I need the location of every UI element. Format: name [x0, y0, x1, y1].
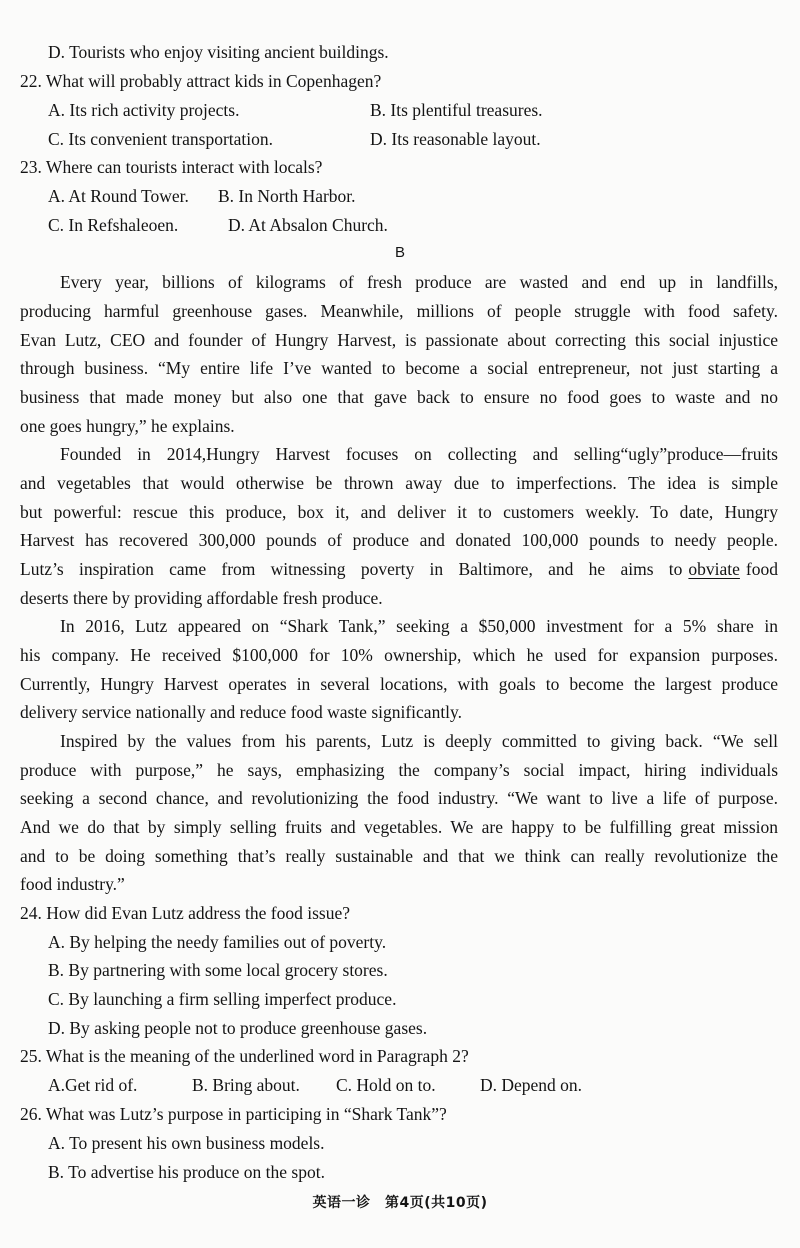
- underlined-word-obviate: obviate: [688, 559, 740, 579]
- p4-line: and to be doing something that’s really sustainable and that we think can really revolutionize the: [20, 846, 778, 866]
- q22-option-d: D. Its reasonable layout.: [370, 129, 541, 149]
- p4-line: food industry.”: [20, 874, 125, 894]
- p3-line: In 2016, Lutz appeared on “Shark Tank,” seeking a $50,000 investment for a 5% share in: [60, 616, 778, 636]
- q24-option-d: D. By asking people not to produce greenhouse gases.: [48, 1018, 428, 1038]
- p1-line: Every year, billions of kilograms of fresh produce are wasted and end up in landfills,: [60, 272, 778, 292]
- p4-line: Inspired by the values from his parents, Lutz is deeply committed to giving back. “We sell: [60, 731, 778, 751]
- p3-line: Currently, Hungry Harvest operates in several locations, with goals to become the largest produce: [20, 674, 778, 694]
- q22-option-a: A. Its rich activity projects.: [48, 100, 240, 120]
- q23-question: 23. Where can tourists interact with locals?: [20, 157, 323, 177]
- p1-line: business that made money but also one that gave back to ensure no food goes to waste and no: [20, 387, 778, 407]
- q23-option-b: B. In North Harbor.: [218, 186, 356, 206]
- p2-line: Founded in 2014,Hungry Harvest focuses on collecting and selling“ugly”produce—fruits: [60, 444, 778, 464]
- p1-line: Evan Lutz, CEO and founder of Hungry Harvest, is passionate about correcting this social injustice: [20, 330, 778, 350]
- q24-question: 24. How did Evan Lutz address the food issue?: [20, 903, 350, 923]
- p2-line-text: Lutz’s inspiration came from witnessing poverty in Baltimore, and he aims to: [20, 559, 683, 579]
- q23-option-d: D. At Absalon Church.: [228, 215, 388, 235]
- q22-question: 22. What will probably attract kids in Copenhagen?: [20, 71, 382, 91]
- p2-line: and vegetables that would otherwise be thrown away due to imperfections. The idea is simple: [20, 473, 778, 493]
- q25-question: 25. What is the meaning of the underlined word in Paragraph 2?: [20, 1046, 469, 1066]
- q26-option-a: A. To present his own business models.: [48, 1133, 325, 1153]
- q22-option-c: C. Its convenient transportation.: [48, 129, 274, 149]
- q23-option-c: C. In Refshaleoen.: [48, 215, 179, 235]
- p3-line: delivery service nationally and reduce food waste significantly.: [20, 702, 463, 722]
- p2-line: but powerful: rescue this produce, box it, and deliver it to customers weekly. To date, Hungry: [20, 502, 778, 522]
- p1-line: producing harmful greenhouse gases. Meanwhile, millions of people struggle with food safety.: [20, 301, 778, 321]
- p4-line: And we do that by simply selling fruits and vegetables. We are happy to be fulfilling great mission: [20, 817, 778, 837]
- q25-option-d: D. Depend on.: [480, 1075, 583, 1095]
- q23-option-a: A. At Round Tower.: [48, 186, 189, 206]
- p2-line: Harvest has recovered 300,000 pounds of produce and donated 100,000 pounds to needy people.: [20, 530, 778, 550]
- p1-line: through business. “My entire life I’ve wanted to become a social entrepreneur, not just starting a: [20, 358, 778, 378]
- page-footer: 英语一诊 第4页(共10页): [312, 1195, 488, 1211]
- q26-question: 26. What was Lutz’s purpose in participing in “Shark Tank”?: [20, 1104, 447, 1124]
- p4-line: produce with purpose,” he says, emphasizing the company’s social impact, hiring individuals: [20, 760, 778, 780]
- q24-option-b: B. By partnering with some local grocery stores.: [48, 960, 388, 980]
- p2-line-tail: food: [745, 559, 778, 579]
- q25-option-a: A.Get rid of.: [48, 1075, 138, 1095]
- q21-option-d: D. Tourists who enjoy visiting ancient buildings.: [48, 42, 389, 62]
- p3-line: his company. He received $100,000 for 10% ownership, which he used for expansion purposes.: [20, 645, 778, 665]
- p2-line: deserts there by providing affordable fresh produce.: [20, 588, 383, 608]
- q26-option-b: B. To advertise his produce on the spot.: [48, 1162, 325, 1182]
- q25-option-c: C. Hold on to.: [336, 1075, 436, 1095]
- q24-option-a: A. By helping the needy families out of poverty.: [48, 932, 387, 952]
- q24-option-c: C. By launching a firm selling imperfect produce.: [48, 989, 397, 1009]
- p1-line: one goes hungry,” he explains.: [20, 416, 235, 436]
- p2-line-with-underline: [20, 559, 778, 579]
- q22-option-b: B. Its plentiful treasures.: [370, 100, 543, 120]
- p4-line: seeking a second chance, and revolutionizing the food industry. “We want to live a life of purpose.: [20, 788, 778, 808]
- q25-option-b: B. Bring about.: [192, 1075, 300, 1095]
- section-b-label: B: [394, 244, 405, 261]
